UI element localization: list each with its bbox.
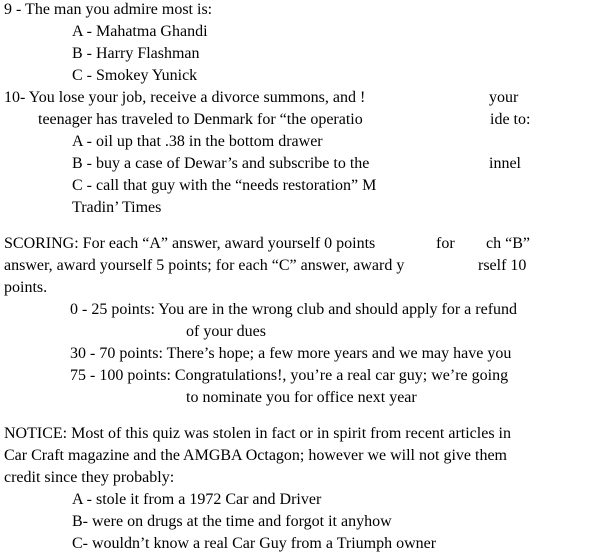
question-10-answer-c-continuation: Tradin’ Times — [72, 199, 162, 216]
scoring-line3: points. — [4, 279, 48, 296]
question-10-answer-c: C - call that guy with the “needs restoration” M — [72, 177, 377, 194]
score-range-30-70: 30 - 70 points: There’s hope; a few more years and we may have you — [70, 345, 512, 362]
question-9-answer-c: C - Smokey Yunick — [72, 67, 198, 84]
question-10-prompt-line1: 10- You lose your job, receive a divorce summons, and ! — [4, 89, 366, 106]
scoring-line2: answer, award yourself 5 points; for each “C” answer, award y — [4, 257, 405, 274]
scoring-line2-fragment: rself 10 — [478, 257, 527, 274]
notice-line3: credit since they probably: — [4, 469, 175, 486]
question-10-prompt-line1-fragment: your — [489, 89, 519, 106]
question-10-prompt-line2-fragment: ide to: — [490, 111, 531, 128]
scoring-line1: SCORING: For each “A” answer, award yourself 0 points — [4, 235, 376, 252]
score-range-0-25-continuation: of your dues — [186, 323, 266, 340]
notice-line2: Car Craft magazine and the AMGBA Octagon; however we will not give them — [4, 447, 507, 464]
notice-answer-a: A - stole it from a 1972 Car and Driver — [72, 491, 322, 508]
score-range-75-100: 75 - 100 points: Congratulations!, you’re a real car guy; we’re going — [70, 367, 509, 384]
notice-answer-b: B- were on drugs at the time and forgot it anyhow — [72, 513, 392, 530]
question-10-answer-b-fragment: innel — [489, 155, 521, 172]
question-9-prompt: 9 - The man you admire most is: — [4, 1, 213, 18]
scoring-line1-fragment-mid: for — [436, 235, 455, 252]
scoring-line1-fragment-right: ch “B” — [486, 235, 530, 252]
question-10-answer-b: B - buy a case of Dewar’s and subscribe to the — [72, 155, 370, 172]
score-range-0-25: 0 - 25 points: You are in the wrong club and should apply for a refund — [70, 301, 518, 318]
question-9-answer-a: A - Mahatma Ghandi — [72, 23, 208, 40]
question-9-answer-b: B - Harry Flashman — [72, 45, 200, 62]
question-10-answer-a: A - oil up that .38 in the bottom drawer — [72, 133, 323, 150]
question-10-prompt-line2: teenager has traveled to Denmark for “the operatio — [38, 111, 363, 128]
score-range-75-100-continuation: to nominate you for office next year — [186, 389, 417, 406]
notice-line1: NOTICE: Most of this quiz was stolen in fact or in spirit from recent articles in — [4, 425, 511, 442]
notice-answer-c: C- wouldn’t know a real Car Guy from a Triumph owner — [72, 535, 437, 552]
